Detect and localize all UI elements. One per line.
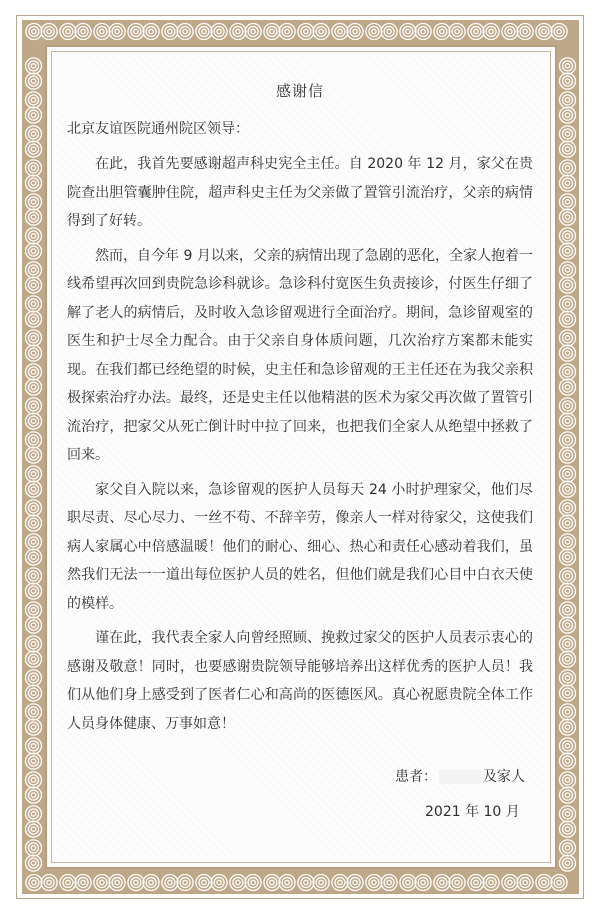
paragraph-3: 家父自入院以来，急诊留观的医护人员每天 24 小时护理家父，他们尽职尽责、尽心尽力、一丝不苟、不辞辛劳，像亲人一样对待家父，这使我们病人家属心中倍感温暖！他们的耐心、细心、热心和责任心感动着我们，虽然我们无法一一道出每位医护人员的姓名，但他们就是我们心目中白衣天使的模样。 xyxy=(67,481,533,612)
signature-line xyxy=(395,766,525,786)
paragraph-1: 在此，我首先要感谢超声科史宪全主任。自 2020 年 12 月，家父在贵院查出胆管囊肿住院，超声科史主任为父亲做了置管引流治疗，父亲的病情得到了好转。 xyxy=(67,156,533,229)
letter-title: 感谢信 xyxy=(275,82,324,100)
paragraph-2: 然而，自今年 9 月以来，父亲的病情出现了急剧的恶化，全家人抱着一线希望再次回到贵院急诊科就诊。急诊科付宽医生负责接诊，付医生仔细了解了老人的病情后，及时收入急诊留观进行全面治疗。期间，急诊留观室的医生和护士尽全力配合。由于父亲自身体质问题，几次治疗方案都未能实现。在我们都已经绝望的时候，史主任和急诊留观的王主任还在为我父亲积极探索治疗办法。最终，还是史主任以他精湛的医术为家父再次做了置管引流治疗，把家父从死亡倒计时中拉了回来，也把我们全家人从绝望中拯救了回来。 xyxy=(67,247,533,463)
letter-date: 2021 年 10 月 xyxy=(425,804,520,820)
signature-prefix: 患者： xyxy=(395,769,437,785)
paragraph-4: 谨在此，我代表全家人向曾经照顾、挽救过家父的医护人员表示衷心的感谢及敬意！同时，也要感谢贵院领导能够培养出这样优秀的医护人员！我们从他们身上感受到了医者仁心和高尚的医德医风。真心祝愿贵院全体工作人员身体健康、万事如意！ xyxy=(67,630,533,732)
signature-suffix: 及家人 xyxy=(483,769,525,785)
redacted-name xyxy=(439,770,481,784)
salutation: 北京友谊医院通州院区领导： xyxy=(67,121,249,137)
letter-body xyxy=(67,150,533,744)
